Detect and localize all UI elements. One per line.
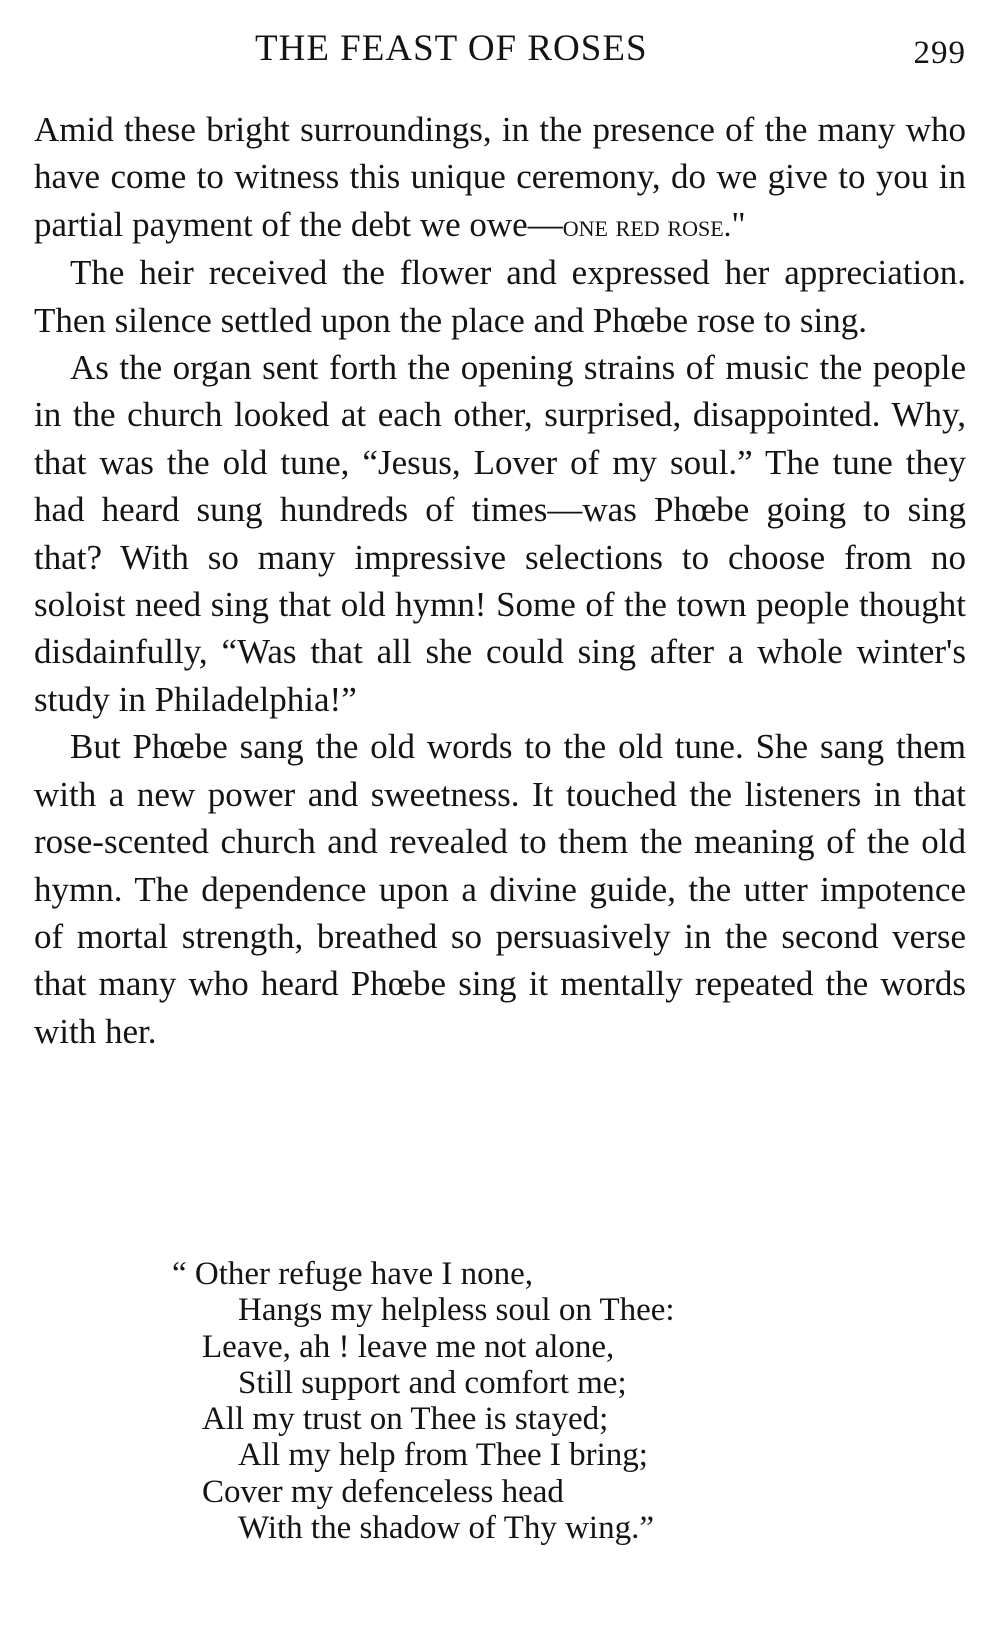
paragraph: As the organ sent forth the opening strains of music the people in the church looked at each other, surprised, disappointed. Why, that was the old tune, “Jesus, Lover of my soul.” The tune they had heard sung hundreds of times—was Phœbe going to sing that? With so many impressive selections to choose from no soloist need sing that old hymn! Some of the town people thought disdainfully, “Was that all she could sing after a whole winter's study in Philadelphia!” [34, 348, 966, 719]
page-number: 299 [913, 35, 966, 71]
verse-line: Hangs my helpless soul on Thee: [238, 1292, 675, 1329]
running-title: THE FEAST OF ROSES [255, 28, 648, 69]
paragraph-text: Amid these bright surroundings, in the presence of the many who have come to witness this unique ceremony, do we give to you in partial payment of the debt we owe— [34, 110, 966, 244]
paragraph-continued [34, 106, 966, 249]
closing-quote: " [731, 204, 746, 244]
verse-line: All my help from Thee I bring; [238, 1437, 648, 1474]
body-text [34, 106, 966, 1055]
running-header [0, 24, 1000, 74]
verse-line: All my trust on Thee is stayed; [202, 1401, 609, 1438]
paragraph: The heir received the flower and expressed her appreciation. Then silence settled upon the place and Phœbe rose to sing. [34, 253, 966, 340]
paragraph: But Phœbe sang the old words to the old tune. She sang them with a new power and sweetness. It touched the listeners in that rose-scented church and revealed to them the meaning of the old hymn. The dependence upon a divine guide, the utter impotence of mortal strength, breathed so persuasively in the second verse that many who heard Phœbe sing it mentally repeated the words with her. [34, 727, 966, 1051]
small-caps-phrase: one red rose. [562, 207, 732, 243]
hymn-verse [172, 1256, 872, 1546]
verse-line: Cover my defenceless head [202, 1473, 564, 1510]
verse-line: “ Other refuge have I none, [172, 1256, 533, 1292]
verse-line: Still support and comfort me; [238, 1364, 627, 1401]
verse-line: With the shadow of Thy wing.” [238, 1510, 654, 1547]
verse-line: Leave, ah ! leave me not alone, [202, 1328, 615, 1365]
